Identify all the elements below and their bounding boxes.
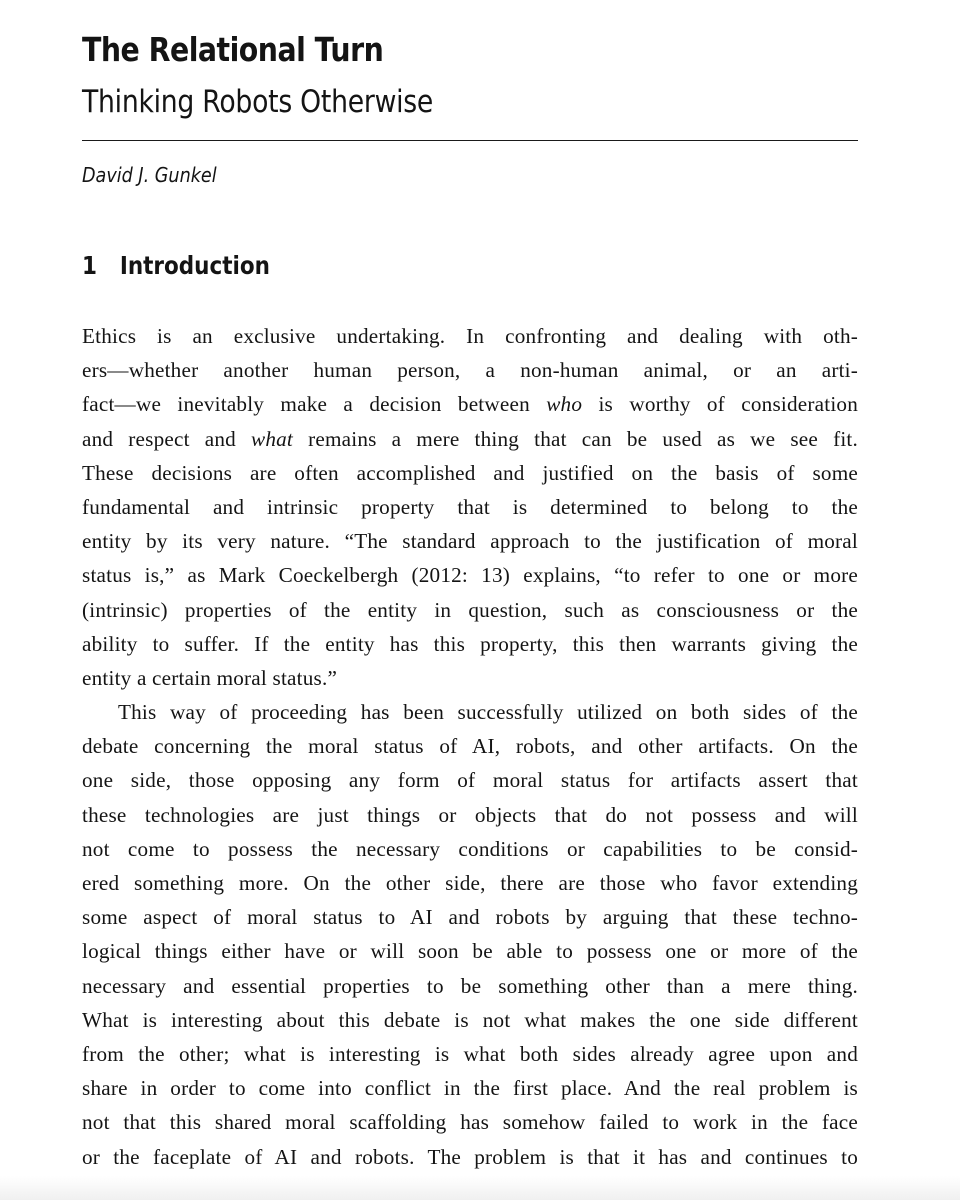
text-line: debate concerning the moral status of AI, robots, and other artifacts. On the [82,734,858,759]
text-line: These decisions are often accomplished and justified on the basis of some [82,460,858,485]
section-number: 1 [82,251,97,280]
text-line: logical things either have or will soon be able to possess one or more of the [82,939,858,964]
article-title: The Relational Turn [82,30,384,69]
title-divider [82,140,858,141]
text-line: fundamental and intrinsic property that is determined to belong to the [82,494,858,519]
emphasis-who: who [546,392,583,417]
text-line: share in order to come into conflict in the first place. And the real problem is [82,1076,858,1101]
text-line: (intrinsic) properties of the entity in question, such as consciousness or the [82,597,858,622]
text-line: from the other; what is interesting is what both sides already agree upon and [82,1041,858,1066]
text-line: one side, those opposing any form of moral status for artifacts assert that [82,768,858,793]
text-line: ability to suffer. If the entity has this property, this then warrants giving the [82,631,858,656]
section-title: Introduction [119,251,270,280]
text-line: entity by its very nature. “The standard approach to the justification of moral [82,529,858,554]
article-author: David J. Gunkel [82,163,217,187]
text-line: some aspect of moral status to AI and robots by arguing that these techno- [82,905,858,930]
text-line: status is,” as Mark Coeckelbergh (2012: 13) explains, “to refer to one or more [82,563,858,588]
emphasis-what: what [251,426,294,451]
text-line: fact—we inevitably make a decision between who is worthy of consideration [82,392,858,417]
text-line: not come to possess the necessary conditions or capabilities to be consid- [82,836,858,861]
text-line: necessary and essential properties to be something other than a mere thing. [82,973,858,998]
text-line: ered something more. On the other side, there are those who favor extending [82,871,858,895]
text-line: What is interesting about this debate is not what makes the one side different [82,1007,858,1032]
body-text [82,319,858,1174]
text-line: these technologies are just things or objects that do not possess and will [82,802,858,827]
text-line: This way of proceeding has been successfully utilized on both sides of the [118,700,858,725]
text-line: not that this shared moral scaffolding has somehow failed to work in the face [82,1110,858,1135]
article-subtitle: Thinking Robots Otherwise [82,84,434,120]
section-heading [82,248,270,284]
text-line: or the faceplate of AI and robots. The problem is that it has and continues to [82,1144,858,1169]
text-line: entity a certain moral status.” [82,665,338,690]
text-line: ers—whether another human person, a non-human animal, or an arti- [82,358,858,383]
page-bottom-shadow [0,1176,960,1200]
text-line: Ethics is an exclusive undertaking. In confronting and dealing with oth- [82,324,858,348]
text-line: and respect and what remains a mere thing that can be used as we see fit. [82,426,858,451]
